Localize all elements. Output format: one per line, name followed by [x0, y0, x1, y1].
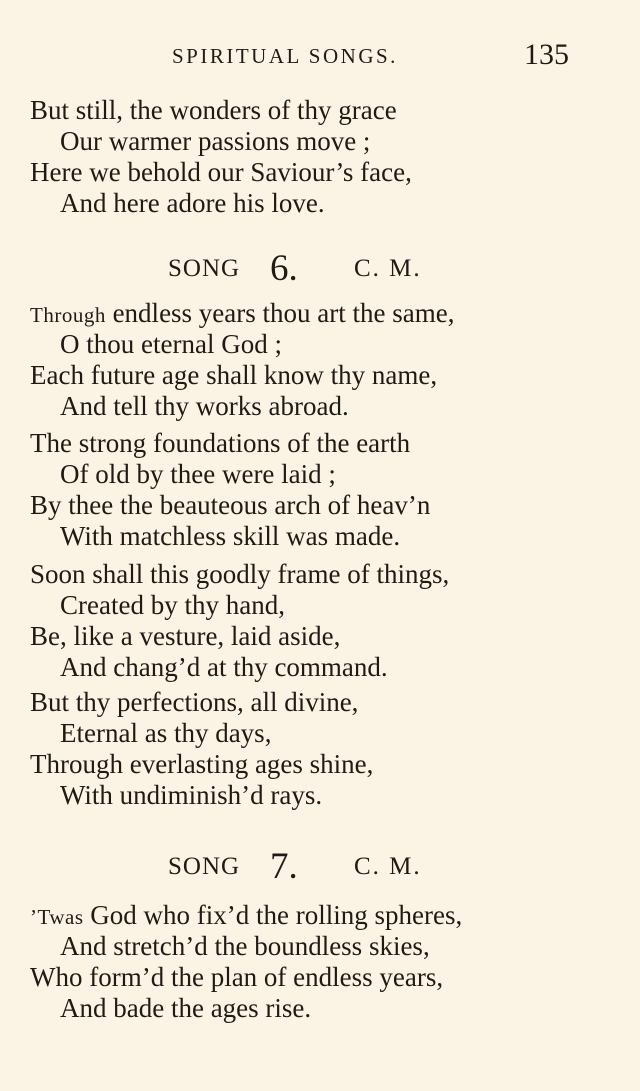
verse-line: Be, like a vesture, laid aside, — [30, 621, 341, 651]
verse-line: And chang’d at thy command. — [60, 652, 388, 682]
verse-line: Each future age shall know thy name, — [30, 360, 438, 390]
verse-line: Soon shall this goodly frame of things, — [30, 559, 450, 589]
verse-line: Our warmer passions move ; — [60, 126, 371, 156]
verse-line: Through everlasting ages shine, — [30, 749, 374, 779]
verse-line: And stretch’d the boundless skies, — [60, 931, 430, 961]
verse-line: With matchless skill was made. — [60, 521, 401, 551]
verse-line: The strong foundations of the earth — [30, 428, 411, 458]
running-header — [0, 38, 640, 72]
opening-word: ’Twas — [30, 905, 84, 929]
verse-line: And bade the ages rise. — [60, 993, 312, 1023]
verse-line: Who form’d the plan of endless years, — [30, 962, 444, 992]
verse-line: Eternal as thy days, — [60, 718, 272, 748]
verse-line — [30, 298, 454, 330]
verse-line: By thee the beauteous arch of heav’n — [30, 490, 431, 520]
running-title: SPIRITUAL SONGS. — [172, 44, 398, 68]
verse-line: Here we behold our Saviour’s face, — [30, 157, 412, 187]
song-label: SONG — [168, 255, 241, 282]
song-7-heading — [0, 845, 640, 887]
opening-word: Through — [30, 303, 106, 327]
verse-line: Created by thy hand, — [60, 590, 285, 620]
opening-line-rest: God who fix’d the rolling spheres, — [83, 900, 463, 930]
verse-line: But thy perfections, all divine, — [30, 687, 359, 717]
opening-line-rest: endless years thou art the same, — [105, 298, 455, 328]
song-6-heading — [0, 247, 640, 289]
verse-line — [30, 900, 462, 932]
song-number: 7. — [270, 846, 298, 887]
verse-line: And here adore his love. — [60, 188, 325, 218]
song-meter: C. M. — [354, 255, 422, 282]
page-number: 135 — [524, 38, 569, 71]
verse-line: Of old by thee were laid ; — [60, 459, 336, 489]
verse-line: But still, the wonders of thy grace — [30, 95, 397, 125]
song-meter: C. M. — [354, 853, 422, 880]
song-number: 6. — [270, 248, 298, 289]
verse-line: With undiminish’d rays. — [60, 780, 323, 810]
verse-line: O thou eternal God ; — [60, 329, 282, 359]
verse-line: And tell thy works abroad. — [60, 391, 349, 421]
song-label: SONG — [168, 853, 241, 880]
